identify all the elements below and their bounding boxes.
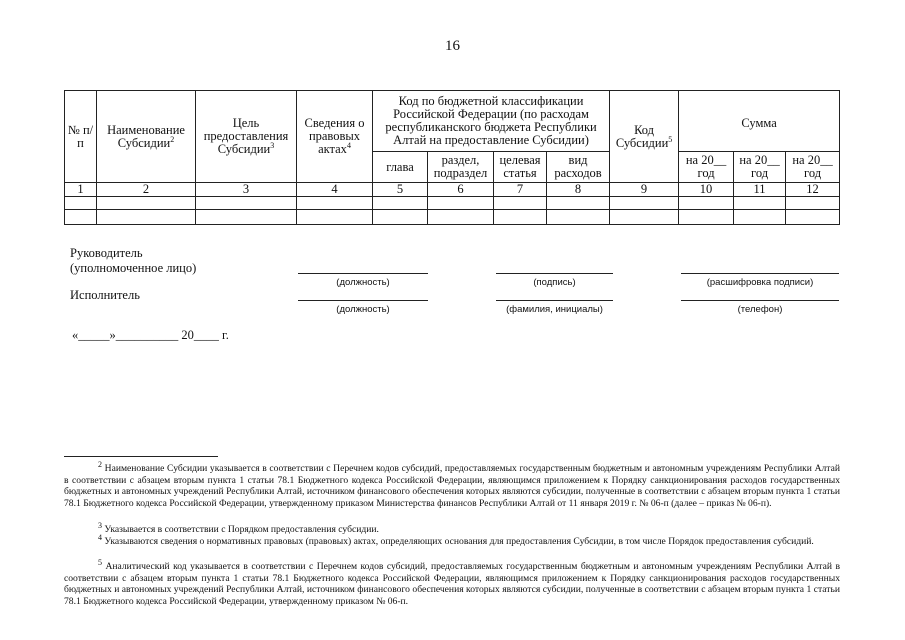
- col-number: 4: [297, 183, 373, 197]
- phone-line[interactable]: [681, 300, 839, 301]
- head-sublabel: (уполномоченное лицо): [70, 261, 197, 275]
- col-number: 5: [373, 183, 428, 197]
- header-razdel: раздел, подраздел: [428, 152, 494, 183]
- empty-cell[interactable]: [97, 197, 196, 210]
- signature-caption: (подпись): [533, 277, 576, 288]
- phone-caption: (телефон): [737, 304, 783, 315]
- empty-cell[interactable]: [786, 197, 840, 210]
- header-num: № п/п: [65, 91, 97, 183]
- position-caption: (должность): [336, 277, 390, 288]
- column-numbers-row: [65, 183, 840, 197]
- empty-cell[interactable]: [297, 197, 373, 210]
- footnote-separator: [64, 456, 218, 457]
- empty-cell[interactable]: [734, 210, 786, 225]
- empty-cell[interactable]: [679, 197, 734, 210]
- fio-caption: (фамилия, инициалы): [506, 304, 603, 315]
- empty-cell[interactable]: [373, 210, 428, 225]
- col-number: 12: [786, 183, 840, 197]
- empty-cell[interactable]: [65, 197, 97, 210]
- empty-cell[interactable]: [297, 210, 373, 225]
- header-year-3: на 20__ год: [786, 152, 840, 183]
- table-row: [65, 197, 840, 210]
- footnote-5: $^5$ Аналитический код указывается в соответствии с Перечнем кодов субсидий, предоставляемых государственным бюджетным и автономным учреждениям Республики Алтай в соответствии с абзацем вторым пункта 1 статьи 78.1 Бюджетного кодекса Российской Федерации, являющимся приложением к Порядку санкционирования расходов государственных бюджетных и автономных учреждений Республики Алтай, источником финансового обеспечения которых являются субсидии, полученные в соответствии с абзацем вторым пункта 1 статьи 78.1 Бюджетного кодекса Российской Федерации, утвержденному приказом № 06-п.: [64, 557, 841, 607]
- header-goal: Цель предоставления Субсидии$^3$: [196, 91, 297, 183]
- empty-cell[interactable]: [428, 210, 494, 225]
- col-number: 1: [65, 183, 97, 197]
- decode-caption: (расшифровка подписи): [706, 277, 814, 288]
- empty-cell[interactable]: [610, 197, 679, 210]
- col-number: 7: [494, 183, 547, 197]
- empty-cell[interactable]: [494, 210, 547, 225]
- empty-cell[interactable]: [65, 210, 97, 225]
- signature-line[interactable]: [496, 273, 613, 274]
- col-number: 3: [196, 183, 297, 197]
- col-number: 9: [610, 183, 679, 197]
- col-number: 8: [547, 183, 610, 197]
- empty-cell[interactable]: [547, 210, 610, 225]
- empty-cell[interactable]: [734, 197, 786, 210]
- decode-line[interactable]: [681, 273, 839, 274]
- header-budget-code: Код по бюджетной классификации Российской Федерации (по расходам республиканского бюджета Республики Алтай на предоставление Субсидии): [373, 91, 610, 152]
- header-year-1: на 20__ год: [679, 152, 734, 183]
- empty-cell[interactable]: [196, 197, 297, 210]
- empty-cell[interactable]: [547, 197, 610, 210]
- col-number: 2: [97, 183, 196, 197]
- empty-cell[interactable]: [97, 210, 196, 225]
- executor-label: Исполнитель: [70, 288, 140, 302]
- footnote-4: $^4$ Указываются сведения о нормативных правовых (правовых) актах, определяющих основания для предоставления Субсидии, в том числе Порядок предоставления субсидий.: [98, 532, 814, 547]
- footnote-3: $^3$ Указывается в соответствии с Порядком предоставления субсидии.: [98, 520, 379, 535]
- head-label: Руководитель: [70, 246, 143, 260]
- empty-cell[interactable]: [679, 210, 734, 225]
- header-acts: Сведения о правовых актах$^4$: [297, 91, 373, 183]
- empty-cell[interactable]: [786, 210, 840, 225]
- empty-cell[interactable]: [428, 197, 494, 210]
- position-line[interactable]: [298, 273, 428, 274]
- header-glava: глава: [373, 152, 428, 183]
- executor-position-caption: (должность): [336, 304, 390, 315]
- col-number: 10: [679, 183, 734, 197]
- page-number: 16: [445, 38, 460, 54]
- header-sum: Сумма: [679, 91, 840, 152]
- empty-cell[interactable]: [196, 210, 297, 225]
- header-statya: целевая статья: [494, 152, 547, 183]
- header-name: Наименование Субсидии$^2$: [97, 91, 196, 183]
- col-number: 11: [734, 183, 786, 197]
- empty-cell[interactable]: [494, 197, 547, 210]
- executor-position-line[interactable]: [298, 300, 428, 301]
- footnote-2: $^2$ Наименование Субсидии указывается в соответствии с Перечнем кодов субсидий, предоставляемых государственным бюджетным и автономным учреждениям Республики Алтай в соответствии с абзацем вторым пункта 1 статьи 78.1 Бюджетного кодекса Российской Федерации, являющимся приложением к Порядку санкционирования расходов государственных бюджетных и автономных учреждений Республики Алтай, источником финансового обеспечения которых являются субсидии, полученные в соответствии с абзацем вторым пункта 1 статьи 78.1 Бюджетного кодекса Российской Федерации, утвержденному приказом Министерства финансов Республики Алтай от 11 января 2019 г. № 06-п (далее – приказ № 06-п).: [64, 459, 840, 509]
- header-vid: вид расходов: [547, 152, 610, 183]
- header-year-2: на 20__ год: [734, 152, 786, 183]
- subsidy-table: [64, 90, 840, 225]
- header-code: Код Субсидии$^5$: [610, 91, 679, 183]
- date-line: «_____»__________ 20____ г.: [72, 328, 229, 342]
- empty-cell[interactable]: [610, 210, 679, 225]
- table-row: [65, 210, 840, 225]
- col-number: 6: [428, 183, 494, 197]
- empty-cell[interactable]: [373, 197, 428, 210]
- executor-fio-line[interactable]: [496, 300, 613, 301]
